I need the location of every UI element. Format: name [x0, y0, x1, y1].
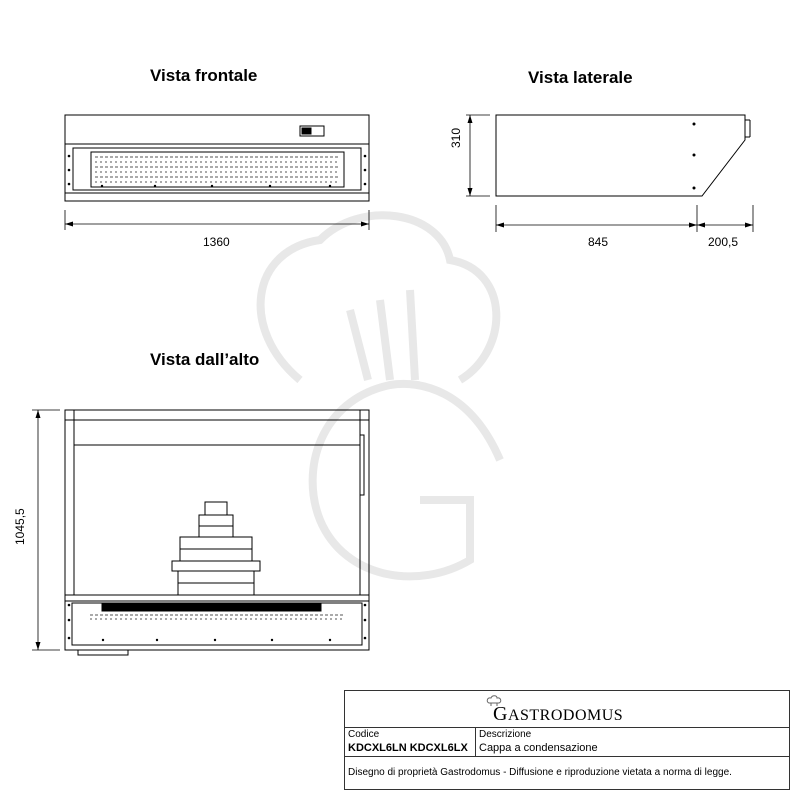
brand-logo: [493, 703, 623, 726]
title-block: [344, 690, 790, 790]
chef-hat-icon: [486, 694, 502, 708]
title-block-logo-row: [345, 691, 789, 728]
brand-initial: G: [493, 703, 508, 725]
description-cell: [476, 728, 789, 757]
top-view-title: Vista dall’alto: [150, 350, 260, 369]
code-cell: [345, 728, 476, 757]
front-view: [65, 115, 369, 230]
code-label: Codice: [348, 729, 380, 740]
side-view: [466, 115, 753, 232]
front-width-dim: 1360: [203, 235, 230, 249]
description-label: Descrizione: [479, 729, 532, 740]
side-extra-dim: 200,5: [708, 235, 739, 249]
front-view-title: Vista frontale: [150, 66, 258, 85]
top-depth-dim: 1045,5: [13, 508, 27, 545]
code-value: KDCXL6LN KDCXL6LX: [348, 742, 468, 754]
fan-motor: [172, 502, 260, 595]
brand-rest: ASTRODOMUS: [507, 707, 624, 724]
description-value: Cappa a condensazione: [479, 742, 598, 754]
copyright-footer: Disegno di proprietà Gastrodomus - Diffusione e riproduzione vietata a norma di legge.: [348, 767, 732, 778]
side-height-dim: 310: [449, 127, 463, 148]
side-view-title: Vista laterale: [528, 68, 633, 87]
side-depth-dim: 845: [588, 235, 609, 249]
watermark-logo: [261, 215, 500, 576]
